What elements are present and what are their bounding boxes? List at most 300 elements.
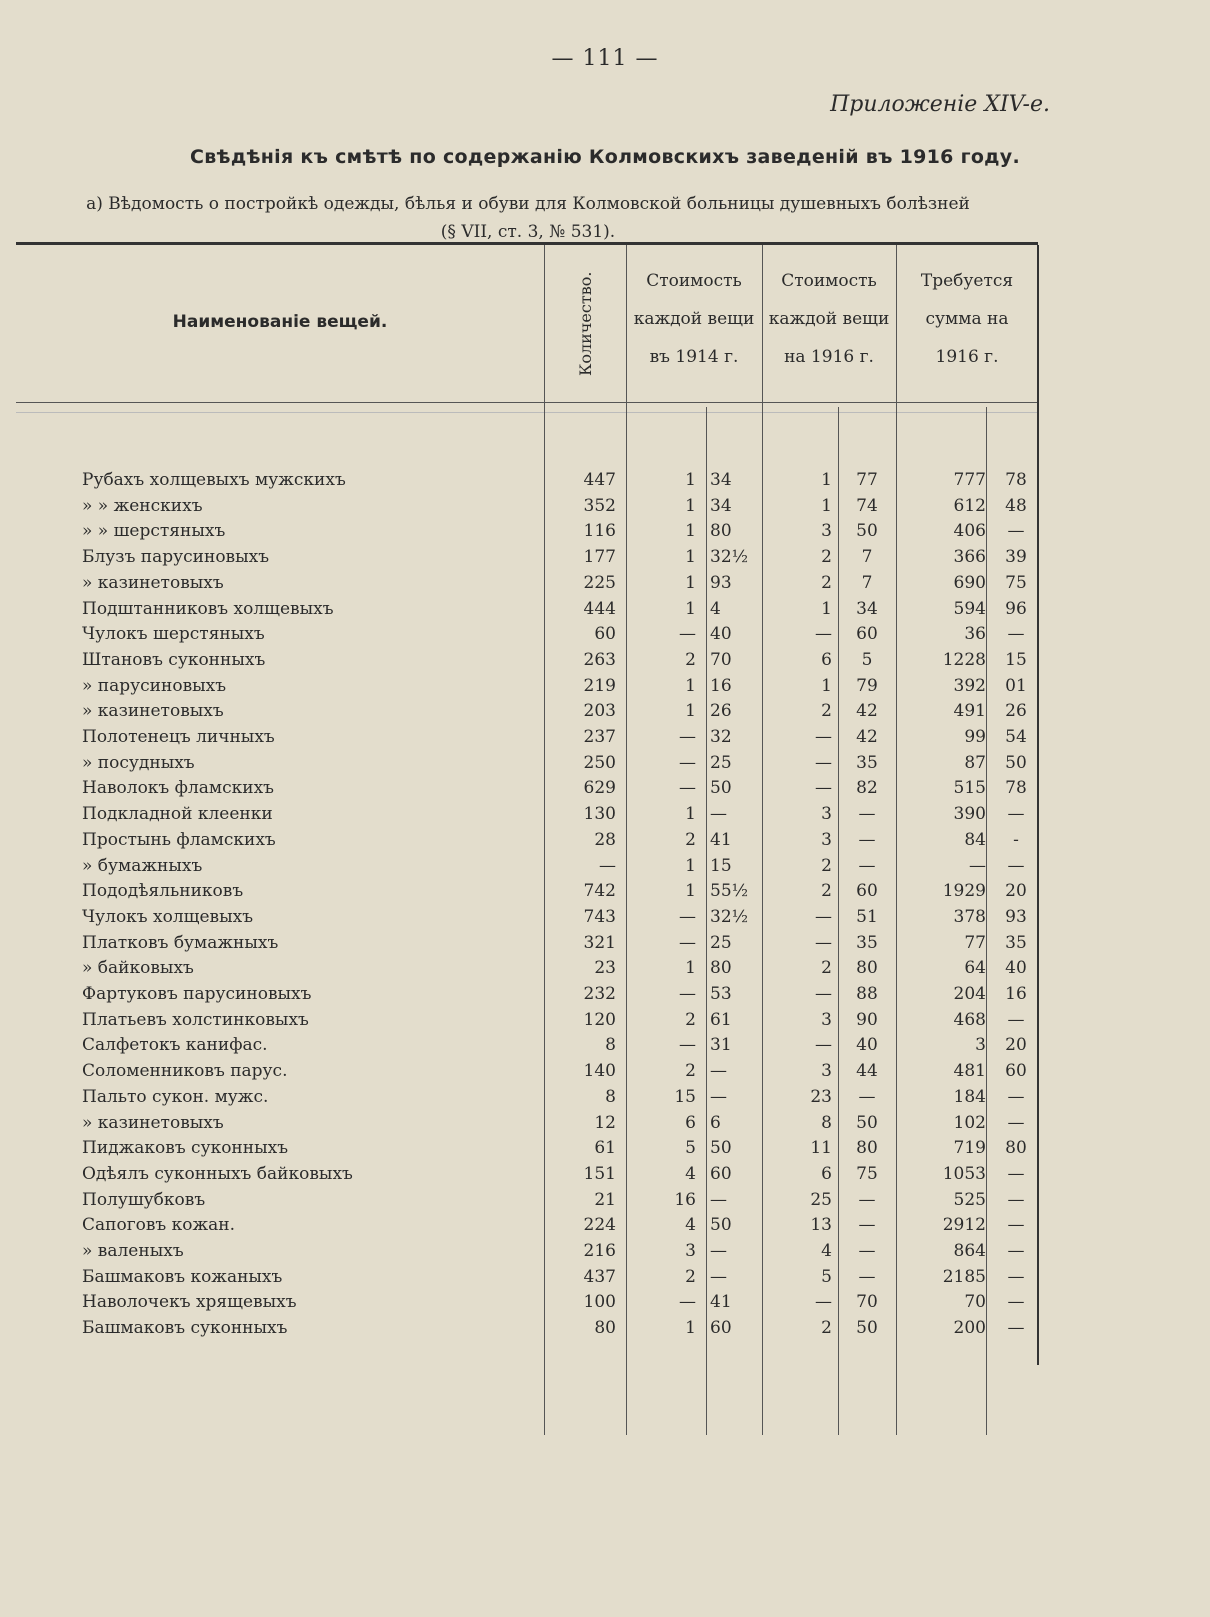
cell-qty: 120 <box>583 1009 616 1030</box>
item-name: » валеныхъ <box>82 1241 184 1261</box>
cell-r14: 4 <box>685 1215 696 1236</box>
cell-r14: 4 <box>685 1163 696 1184</box>
table-row <box>16 573 1038 599</box>
item-name: Салфетокъ канифас. <box>82 1035 268 1056</box>
table-row <box>16 1035 1038 1061</box>
header-total-line: сумма на <box>925 309 1009 329</box>
cell-k16: — <box>858 1266 876 1287</box>
caption-line-1: а) Вѣдомость о постройкѣ одежды, бѣлья и обуви для Колмовской больницы душевныхъ болѣзней <box>86 194 970 214</box>
cell-k16: 70 <box>856 1292 878 1313</box>
table-row <box>16 907 1038 933</box>
cell-rt: 200 <box>953 1318 986 1339</box>
cell-k14: 93 <box>710 572 732 593</box>
cell-qty: 237 <box>583 727 616 747</box>
cell-qty: 352 <box>583 495 616 516</box>
cell-rt: 70 <box>964 1292 986 1313</box>
cell-r14: 2 <box>685 829 696 850</box>
table-row <box>16 727 1038 753</box>
cell-k14: 61 <box>710 1009 732 1030</box>
item-name: Полотенецъ личныхъ <box>82 727 275 747</box>
cell-r14: 16 <box>674 1189 696 1210</box>
cell-qty: 203 <box>583 701 616 722</box>
header-cost-1916-line: каждой вещи <box>768 309 890 329</box>
cell-r16: 4 <box>821 1241 832 1261</box>
cell-r16: 3 <box>821 521 832 542</box>
cell-qty: 250 <box>583 752 616 773</box>
cell-rt: 64 <box>964 958 986 979</box>
item-name: Пальто сукон. мужс. <box>82 1086 269 1107</box>
table-row <box>16 1190 1038 1216</box>
cell-k16: — <box>858 804 876 825</box>
item-name: » казинетовыхъ <box>82 572 224 593</box>
table-row <box>16 804 1038 830</box>
table-row <box>16 599 1038 625</box>
page-number: — 111 — <box>551 46 659 71</box>
cell-r14: 1 <box>685 804 696 825</box>
cell-k14: 60 <box>710 1318 732 1339</box>
cell-k14: 60 <box>710 1163 732 1184</box>
cell-k14: 6 <box>710 1112 721 1133</box>
cell-r16: 11 <box>810 1138 832 1159</box>
appendix-label: Приложеніе XIV-е. <box>830 92 1050 117</box>
cell-k14: — <box>710 804 727 825</box>
cell-kt: 93 <box>1005 906 1027 927</box>
item-name: » казинетовыхъ <box>82 701 224 722</box>
cell-k16: — <box>858 1215 876 1236</box>
caption-line-2: (§ VII, ст. 3, № 531). <box>440 222 616 242</box>
cell-rt: 184 <box>953 1086 986 1107</box>
cell-rt: 594 <box>953 598 986 619</box>
table-row <box>16 958 1038 984</box>
cell-rt: 481 <box>953 1061 986 1082</box>
cell-kt: 20 <box>1005 1035 1027 1056</box>
cell-k14: — <box>710 1061 727 1082</box>
cell-k14: 80 <box>710 958 732 979</box>
cell-kt: 20 <box>1005 881 1027 902</box>
cell-kt: 01 <box>1005 675 1027 696</box>
cell-rt: 390 <box>953 804 986 825</box>
cell-k16: 44 <box>856 1061 878 1082</box>
table-row <box>16 547 1038 573</box>
cell-k16: 40 <box>856 1035 878 1056</box>
cell-k14: 41 <box>710 829 732 850</box>
cell-k16: — <box>858 829 876 850</box>
cell-rt: 777 <box>953 470 986 490</box>
cell-qty: 263 <box>583 649 616 670</box>
cell-k14: 4 <box>710 598 721 619</box>
cell-kt: - <box>1013 829 1019 850</box>
cell-r16: 6 <box>821 1163 832 1184</box>
cell-kt: — <box>1007 521 1025 542</box>
cell-r14: 1 <box>685 1318 696 1339</box>
cell-kt: — <box>1007 804 1025 825</box>
cell-kt: 16 <box>1005 984 1027 1004</box>
cell-k16: 35 <box>856 932 878 953</box>
cell-qty: 100 <box>583 1292 616 1313</box>
cell-r16: 2 <box>821 1318 832 1339</box>
cell-r16: — <box>815 752 832 773</box>
cell-r16: — <box>815 727 832 747</box>
table-row <box>16 650 1038 676</box>
cell-k14: — <box>710 1086 727 1107</box>
cell-r16: 2 <box>821 547 832 568</box>
cell-k14: 50 <box>710 1138 732 1159</box>
cell-qty: 224 <box>583 1215 616 1236</box>
cell-rt: 612 <box>953 495 986 516</box>
cell-kt: 15 <box>1005 649 1027 670</box>
table-row <box>16 1113 1038 1139</box>
item-name: Одѣялъ суконныхъ байковыхъ <box>82 1163 353 1184</box>
cell-kt: — <box>1007 1163 1025 1184</box>
cell-r16: 3 <box>821 1061 832 1082</box>
item-name: Полушубковъ <box>82 1189 206 1210</box>
cell-rt: 2912 <box>942 1215 986 1236</box>
item-name: Подштанниковъ холщевыхъ <box>82 598 334 619</box>
cell-rt: 378 <box>953 906 986 927</box>
cell-qty: 8 <box>605 1035 616 1056</box>
item-name: » посудныхъ <box>82 752 195 773</box>
item-name: » бумажныхъ <box>82 855 203 876</box>
header-cost-1914-line: Стоимость <box>646 271 742 291</box>
cell-rt: 515 <box>953 778 986 799</box>
cell-r16: — <box>815 778 832 799</box>
cell-qty: 225 <box>583 572 616 593</box>
cell-k16: — <box>858 1189 876 1210</box>
cell-k14: 32 <box>710 727 732 747</box>
table-row <box>16 624 1038 650</box>
cell-k16: 50 <box>856 521 878 542</box>
cell-k14: 41 <box>710 1292 732 1313</box>
cell-qty: 232 <box>583 984 616 1004</box>
cell-r16: — <box>815 906 832 927</box>
cell-rt: 719 <box>953 1138 986 1159</box>
header-total <box>896 262 1038 376</box>
cell-kt: — <box>1007 1215 1025 1236</box>
cell-r14: — <box>679 1292 696 1313</box>
cell-qty: 742 <box>583 881 616 902</box>
item-name: Чулокъ холщевыхъ <box>82 906 254 927</box>
cell-qty: 60 <box>594 624 616 645</box>
cell-qty: 116 <box>583 521 616 542</box>
item-name: Пододѣяльниковъ <box>82 881 244 902</box>
cell-kt: 75 <box>1005 572 1027 593</box>
table-row <box>16 933 1038 959</box>
cell-kt: 40 <box>1005 958 1027 979</box>
cell-rt: 1929 <box>942 881 986 902</box>
cell-qty: 28 <box>594 829 616 850</box>
cell-rt: 87 <box>964 752 986 773</box>
cell-rt: — <box>969 855 986 876</box>
cell-r14: 2 <box>685 649 696 670</box>
document-title: Свѣдѣнія къ смѣтѣ по содержанію Колмовскихъ заведеній въ 1916 году. <box>189 146 1021 168</box>
cell-r16: — <box>815 624 832 645</box>
cell-r14: 1 <box>685 701 696 722</box>
cell-kt: 50 <box>1005 752 1027 773</box>
cell-r16: 2 <box>821 855 832 876</box>
cell-k14: 31 <box>710 1035 732 1056</box>
cell-r14: — <box>679 1035 696 1056</box>
cell-k16: 42 <box>856 701 878 722</box>
cell-k14: 26 <box>710 701 732 722</box>
cell-r14: 2 <box>685 1266 696 1287</box>
item-name: Платковъ бумажныхъ <box>82 932 279 953</box>
item-name: Блузъ парусиновыхъ <box>82 547 270 568</box>
cell-r16: 2 <box>821 958 832 979</box>
table-row <box>16 470 1038 496</box>
table-row <box>16 701 1038 727</box>
inventory-table <box>16 242 1038 1436</box>
item-name: Простынь фламскихъ <box>82 829 276 850</box>
cell-k14: 70 <box>710 649 732 670</box>
cell-qty: 8 <box>605 1086 616 1107</box>
cell-kt: 39 <box>1005 547 1027 568</box>
cell-k16: 5 <box>861 649 873 670</box>
cell-kt: — <box>1007 1009 1025 1030</box>
cell-k16: 79 <box>856 675 878 696</box>
cell-k14: 80 <box>710 521 732 542</box>
item-name: » парусиновыхъ <box>82 675 227 696</box>
cell-r16: 8 <box>821 1112 832 1133</box>
cell-r16: 23 <box>810 1086 832 1107</box>
cell-k16: 34 <box>856 598 878 619</box>
cell-r16: — <box>815 1035 832 1056</box>
item-name: Подкладной клеенки <box>82 804 273 825</box>
cell-k14: — <box>710 1266 727 1287</box>
cell-rt: 2185 <box>942 1266 986 1287</box>
table-row <box>16 1241 1038 1267</box>
cell-k16: 60 <box>856 624 878 645</box>
cell-kt: 78 <box>1005 470 1027 490</box>
cell-rt: 77 <box>964 932 986 953</box>
table-row <box>16 778 1038 804</box>
header-bottom-rule-2 <box>16 412 1038 413</box>
cell-r14: — <box>679 727 696 747</box>
cell-r16: — <box>815 932 832 953</box>
table-row <box>16 1267 1038 1293</box>
header-total-line: Требуется <box>920 271 1014 291</box>
table-row <box>16 1061 1038 1087</box>
cell-k14: 40 <box>710 624 732 645</box>
cell-k16: 75 <box>856 1163 878 1184</box>
cell-k16: 82 <box>856 778 878 799</box>
cell-r16: 25 <box>810 1189 832 1210</box>
cell-rt: 99 <box>964 727 986 747</box>
cell-r16: — <box>815 984 832 1004</box>
table-row <box>16 1292 1038 1318</box>
table-row <box>16 1010 1038 1036</box>
cell-kt: — <box>1007 1241 1025 1261</box>
cell-k14: 16 <box>710 675 732 696</box>
cell-qty: 12 <box>594 1112 616 1133</box>
header-bottom-rule <box>16 402 1038 403</box>
cell-r14: 1 <box>685 572 696 593</box>
header-item-name: Наименованіе вещей. <box>172 312 388 332</box>
cell-r14: 1 <box>685 881 696 902</box>
cell-kt: — <box>1007 855 1025 876</box>
table-caption <box>18 190 1038 246</box>
cell-r14: 1 <box>685 521 696 542</box>
header-quantity <box>550 258 626 398</box>
table-row <box>16 984 1038 1010</box>
cell-kt: — <box>1007 1266 1025 1287</box>
cell-r16: 6 <box>821 649 832 670</box>
cell-qty: 629 <box>583 778 616 799</box>
cell-rt: 392 <box>953 675 986 696</box>
item-name: Башмаковъ кожаныхъ <box>82 1266 283 1287</box>
cell-k16: — <box>858 1241 876 1261</box>
cell-kt: 96 <box>1005 598 1027 619</box>
cell-k16: 7 <box>861 547 873 568</box>
cell-r16: 3 <box>821 1009 832 1030</box>
item-name: Пиджаковъ суконныхъ <box>82 1138 289 1159</box>
cell-qty: 130 <box>583 804 616 825</box>
cell-rt: 1228 <box>942 649 986 670</box>
header-cost-1914-line: каждой вещи <box>633 309 755 329</box>
item-name: Башмаковъ суконныхъ <box>82 1318 288 1339</box>
cell-r14: — <box>679 932 696 953</box>
cell-k16: 51 <box>856 906 878 927</box>
cell-rt: 36 <box>964 624 986 645</box>
cell-rt: 102 <box>953 1112 986 1133</box>
cell-kt: 54 <box>1005 727 1027 747</box>
cell-k14: 55½ <box>710 881 749 902</box>
item-name: » » женскихъ <box>82 495 203 516</box>
cell-r14: 5 <box>685 1138 696 1159</box>
cell-k16: 42 <box>856 727 878 747</box>
cell-k14: 25 <box>710 932 732 953</box>
cell-r16: — <box>815 1292 832 1313</box>
cell-kt: — <box>1007 1112 1025 1133</box>
cell-k16: 80 <box>856 958 878 979</box>
cell-k16: 35 <box>856 752 878 773</box>
cell-rt: 406 <box>953 521 986 542</box>
cell-r14: 3 <box>685 1241 696 1261</box>
cell-k16: 50 <box>856 1318 878 1339</box>
cell-r14: 1 <box>685 598 696 619</box>
cell-qty: — <box>599 855 616 876</box>
cell-qty: 177 <box>583 547 616 568</box>
cell-r16: 5 <box>821 1266 832 1287</box>
cell-k16: 77 <box>856 470 878 490</box>
item-name: Сапоговъ кожан. <box>82 1215 236 1236</box>
cell-qty: 80 <box>594 1318 616 1339</box>
cell-k14: 25 <box>710 752 732 773</box>
header-cost-1916 <box>762 262 896 376</box>
cell-kt: 78 <box>1005 778 1027 799</box>
cell-rt: 3 <box>975 1035 986 1056</box>
cell-k16: — <box>858 855 876 876</box>
cell-r16: 1 <box>821 675 832 696</box>
cell-qty: 743 <box>583 906 616 927</box>
cell-r16: 13 <box>810 1215 832 1236</box>
header-quantity-label: Количество. <box>576 271 595 376</box>
table-row <box>16 521 1038 547</box>
header-cost-1916-line: Стоимость <box>781 271 877 291</box>
item-name: Фартуковъ парусиновыхъ <box>82 984 312 1004</box>
table-row <box>16 1215 1038 1241</box>
cell-k14: 32½ <box>710 547 749 568</box>
cell-kt: 48 <box>1005 495 1027 516</box>
cell-kt: — <box>1007 1189 1025 1210</box>
cell-rt: 525 <box>953 1189 986 1210</box>
cell-k16: 60 <box>856 881 878 902</box>
cell-rt: 204 <box>953 984 986 1004</box>
item-name: Штановъ суконныхъ <box>82 649 266 670</box>
table-row <box>16 1164 1038 1190</box>
cell-k16: 7 <box>861 572 873 593</box>
cell-r16: 2 <box>821 881 832 902</box>
cell-rt: 864 <box>953 1241 986 1261</box>
cell-k14: 32½ <box>710 906 749 927</box>
cell-k14: 50 <box>710 778 732 799</box>
cell-rt: 491 <box>953 701 986 722</box>
table-row <box>16 1318 1038 1344</box>
cell-k14: 34 <box>710 495 732 516</box>
cell-r16: 3 <box>821 804 832 825</box>
item-name: Чулокъ шерстяныхъ <box>82 624 265 645</box>
cell-kt: — <box>1007 1086 1025 1107</box>
cell-qty: 140 <box>583 1061 616 1082</box>
cell-k14: 15 <box>710 855 732 876</box>
cell-r14: 6 <box>685 1112 696 1133</box>
cell-kt: — <box>1007 1318 1025 1339</box>
cell-r14: — <box>679 906 696 927</box>
cell-rt: 366 <box>953 547 986 568</box>
cell-kt: 80 <box>1005 1138 1027 1159</box>
cell-kt: 35 <box>1005 932 1027 953</box>
cell-k14: — <box>710 1189 727 1210</box>
cell-qty: 151 <box>583 1163 616 1184</box>
cell-qty: 23 <box>594 958 616 979</box>
cell-r14: 1 <box>685 547 696 568</box>
header-total-line: 1916 г. <box>935 347 999 367</box>
cell-k14: 50 <box>710 1215 732 1236</box>
header-cost-1916-line: на 1916 г. <box>784 347 874 367</box>
cell-qty: 61 <box>594 1138 616 1159</box>
item-name: Наволочекъ хрящевыхъ <box>82 1292 297 1313</box>
cell-r14: 1 <box>685 675 696 696</box>
table-row <box>16 753 1038 779</box>
cell-qty: 444 <box>583 598 616 619</box>
header-cost-1914-line: въ 1914 г. <box>649 347 739 367</box>
cell-r16: 2 <box>821 572 832 593</box>
cell-k16: — <box>858 1086 876 1107</box>
table-row <box>16 676 1038 702</box>
cell-k14: 53 <box>710 984 732 1004</box>
cell-r14: — <box>679 624 696 645</box>
cell-r14: 1 <box>685 855 696 876</box>
cell-r16: 3 <box>821 829 832 850</box>
cell-qty: 21 <box>594 1189 616 1210</box>
cell-r14: — <box>679 752 696 773</box>
cell-kt: — <box>1007 624 1025 645</box>
cell-r14: 1 <box>685 958 696 979</box>
cell-rt: 690 <box>953 572 986 593</box>
item-name: » байковыхъ <box>82 958 194 979</box>
cell-kt: 60 <box>1005 1061 1027 1082</box>
cell-rt: 84 <box>964 829 986 850</box>
header-cost-1914 <box>626 262 762 376</box>
item-name: Соломенниковъ парус. <box>82 1061 288 1082</box>
cell-r16: 2 <box>821 701 832 722</box>
table-row <box>16 1087 1038 1113</box>
cell-rt: 468 <box>953 1009 986 1030</box>
cell-k16: 50 <box>856 1112 878 1133</box>
cell-r16: 1 <box>821 598 832 619</box>
cell-r16: 1 <box>821 495 832 516</box>
table-row <box>16 830 1038 856</box>
table-row <box>16 1138 1038 1164</box>
